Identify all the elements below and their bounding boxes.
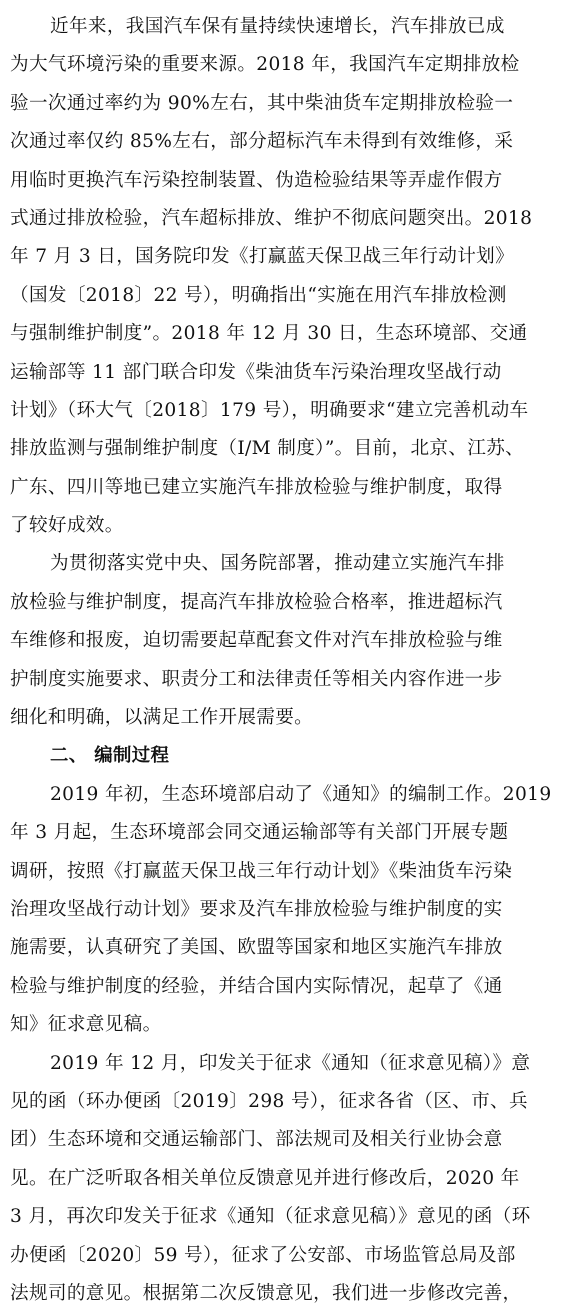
- text-line: 为大气环境污染的重要来源。2018 年，我国汽车定期排放检: [10, 54, 520, 76]
- text-line: 调研，按照《打赢蓝天保卫战三年行动计划》《柴油货车污染: [10, 860, 513, 882]
- text-line: 知》征求意见稿。: [10, 1014, 162, 1036]
- text-line: 施需要，认真研究了美国、欧盟等国家和地区实施汽车排放: [10, 937, 503, 959]
- text-line: 护制度实施要求、职责分工和法律责任等相关内容作进一步: [10, 668, 503, 690]
- text-line: 近年来，我国汽车保有量持续快速增长，汽车排放已成: [50, 16, 505, 37]
- text-line: 了较好成效。: [10, 515, 124, 537]
- text-line: 放检验与维护制度，提高汽车排放检验合格率，推进超标汽: [10, 591, 503, 613]
- text-line: 为贯彻落实党中央、国务院部署，推动建立实施汽车排: [50, 553, 505, 575]
- text-line: 3 月，再次印发关于征求《通知（征求意见稿）》意见的函（环: [10, 1206, 531, 1228]
- section-heading: 二、 编制过程: [50, 745, 170, 767]
- text-line: 2019 年初，生态环境部启动了《通知》的编制工作。2019: [50, 783, 552, 805]
- text-line: 计划》（环大气〔2018〕179 号），明确要求“建立完善机动车: [10, 399, 529, 421]
- text-line: 团）生态环境和交通运输部门、部法规司及相关行业协会意: [10, 1129, 503, 1151]
- paragraph-consultation: [10, 1045, 558, 1313]
- text-line: 年 7 月 3 日，国务院印发《打赢蓝天保卫战三年行动计划》: [10, 246, 515, 268]
- text-line: 见。在广泛听取各相关单位反馈意见并进行修改后，2020 年: [10, 1167, 520, 1189]
- text-line: 验一次通过率约为 90%左右，其中柴油货车定期排放检验一: [10, 92, 514, 114]
- text-line: 检验与维护制度的经验，并结合国内实际情况，起草了《通: [10, 975, 503, 997]
- text-line: 次通过率仅约 85%左右，部分超标汽车未得到有效维修，采: [10, 131, 514, 153]
- paragraph-purpose: [10, 545, 558, 737]
- text-line: （国发〔2018〕22 号），明确指出“实施在用汽车排放检测: [10, 284, 507, 306]
- text-line: 细化和明确，以满足工作开展需要。: [10, 707, 314, 729]
- text-line: 与强制维护制度”。2018 年 12 月 30 日，生态环境部、交通: [10, 323, 528, 345]
- text-line: 式通过排放检验，汽车超标排放、维护不彻底问题突出。2018: [10, 207, 533, 229]
- text-line: 年 3 月起，生态环境部会同交通运输部等有关部门开展专题: [10, 822, 509, 844]
- text-line: 办便函〔2020〕59 号），征求了公安部、市场监管总局及部: [10, 1244, 516, 1266]
- paragraph-drafting: [10, 776, 558, 1045]
- text-line: 广东、四川等地已建立实施汽车排放检验与维护制度，取得: [10, 476, 503, 498]
- text-line: 车维修和报废，迫切需要起草配套文件对汽车排放检验与维: [10, 630, 503, 652]
- paragraph-background: [10, 8, 558, 545]
- text-line: 见的函（环办便函〔2019〕298 号），征求各省（区、市、兵: [10, 1090, 528, 1112]
- text-line: 治理攻坚战行动计划》要求及汽车排放检验与维护制度的实: [10, 898, 503, 920]
- text-line: 2019 年 12 月，印发关于征求《通知（征求意见稿）》意: [50, 1052, 531, 1074]
- text-line: 用临时更换汽车污染控制装置、伪造检验结果等弄虚作假方: [10, 169, 503, 191]
- text-line: 法规司的意见。根据第二次反馈意见，我们进一步修改完善，: [10, 1282, 522, 1304]
- text-line: 排放监测与强制维护制度（I/M 制度）”。目前，北京、江苏、: [10, 438, 525, 460]
- text-line: 运输部等 11 部门联合印发《柴油货车污染治理攻坚战行动: [10, 361, 502, 383]
